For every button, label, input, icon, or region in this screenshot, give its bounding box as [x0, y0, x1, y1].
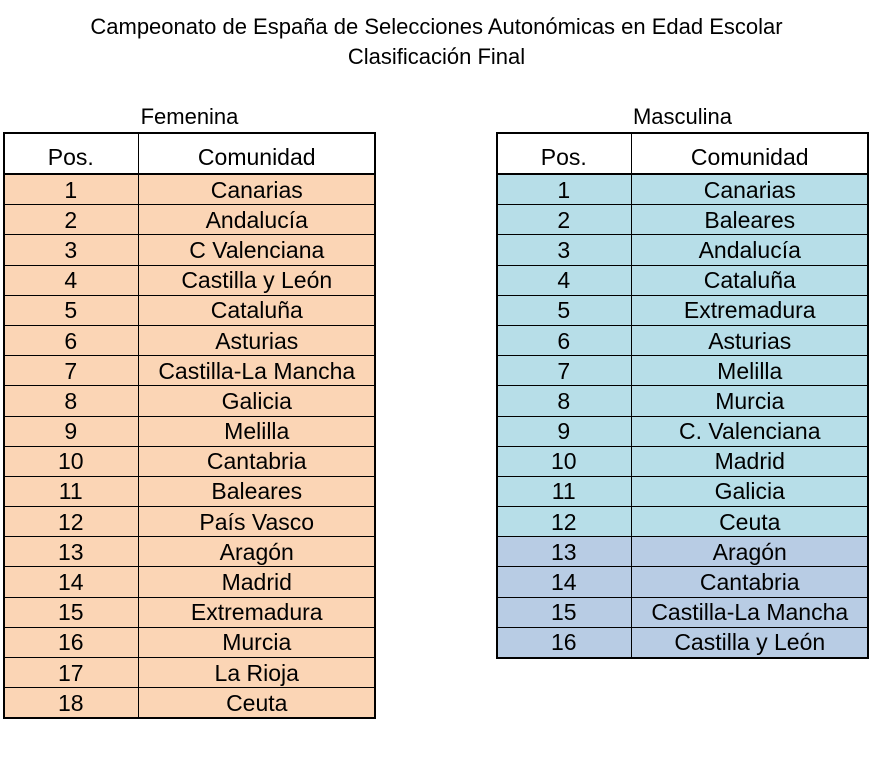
- position-cell: 11: [497, 476, 631, 506]
- position-cell: 1: [4, 174, 138, 205]
- position-cell: 7: [4, 356, 138, 386]
- header-comunidad: Comunidad: [631, 134, 868, 175]
- position-cell: 3: [4, 235, 138, 265]
- position-cell: 5: [4, 295, 138, 325]
- header-pos: Pos.: [4, 134, 138, 175]
- table-row: [497, 325, 868, 355]
- table-row: [4, 597, 375, 627]
- femenina-caption: Femenina: [140, 104, 239, 129]
- table-row: [4, 174, 375, 205]
- position-cell: 14: [4, 567, 138, 597]
- comunidad-cell: Ceuta: [631, 507, 868, 537]
- comunidad-cell: La Rioja: [138, 658, 375, 688]
- table-row: [497, 446, 868, 476]
- position-cell: 6: [4, 325, 138, 355]
- comunidad-cell: Cantabria: [631, 567, 868, 597]
- table-row: [4, 265, 375, 295]
- table-row: [4, 386, 375, 416]
- table-row: [497, 567, 868, 597]
- table-row: [4, 325, 375, 355]
- position-cell: 16: [497, 627, 631, 657]
- position-cell: 14: [497, 567, 631, 597]
- table-row: [497, 476, 868, 506]
- header-comunidad: Comunidad: [138, 134, 375, 175]
- position-cell: 9: [497, 416, 631, 446]
- position-cell: 13: [497, 537, 631, 567]
- comunidad-cell: Murcia: [631, 386, 868, 416]
- position-cell: 18: [4, 688, 138, 718]
- table-row: [4, 416, 375, 446]
- comunidad-cell: Melilla: [138, 416, 375, 446]
- comunidad-cell: Madrid: [138, 567, 375, 597]
- comunidad-cell: Castilla-La Mancha: [138, 356, 375, 386]
- table-row: [497, 265, 868, 295]
- position-cell: 15: [497, 597, 631, 627]
- comunidad-cell: Aragón: [631, 537, 868, 567]
- position-cell: 6: [497, 325, 631, 355]
- comunidad-cell: Cataluña: [631, 265, 868, 295]
- comunidad-cell: Canarias: [631, 174, 868, 205]
- table-row: [497, 356, 868, 386]
- table-row: [4, 507, 375, 537]
- position-cell: 9: [4, 416, 138, 446]
- comunidad-cell: C Valenciana: [138, 235, 375, 265]
- table-row: [497, 295, 868, 325]
- comunidad-cell: Castilla-La Mancha: [631, 597, 868, 627]
- position-cell: 1: [497, 174, 631, 205]
- comunidad-cell: Castilla y León: [631, 627, 868, 657]
- position-cell: 10: [4, 446, 138, 476]
- table-row: [4, 205, 375, 235]
- position-cell: 3: [497, 235, 631, 265]
- position-cell: 12: [4, 507, 138, 537]
- position-cell: 8: [497, 386, 631, 416]
- comunidad-cell: Cataluña: [138, 295, 375, 325]
- table-row: [4, 627, 375, 657]
- position-cell: 2: [4, 205, 138, 235]
- femenina-table: [4, 133, 375, 718]
- comunidad-cell: Castilla y León: [138, 265, 375, 295]
- comunidad-cell: Aragón: [138, 537, 375, 567]
- masculina-table: [497, 133, 868, 658]
- table-row: [4, 476, 375, 506]
- table-row: [4, 537, 375, 567]
- table-row: [497, 416, 868, 446]
- comunidad-cell: Canarias: [138, 174, 375, 205]
- header-pos: Pos.: [497, 134, 631, 175]
- position-cell: 4: [497, 265, 631, 295]
- table-row: [4, 356, 375, 386]
- comunidad-cell: Cantabria: [138, 446, 375, 476]
- comunidad-cell: Extremadura: [138, 597, 375, 627]
- position-cell: 11: [4, 476, 138, 506]
- femenina-header-row: [4, 134, 375, 175]
- comunidad-cell: Baleares: [631, 205, 868, 235]
- page-subtitle: Clasificación Final: [347, 44, 526, 69]
- table-row: [497, 235, 868, 265]
- comunidad-cell: Asturias: [631, 325, 868, 355]
- position-cell: 17: [4, 658, 138, 688]
- position-cell: 7: [497, 356, 631, 386]
- comunidad-cell: Asturias: [138, 325, 375, 355]
- comunidad-cell: Galicia: [631, 476, 868, 506]
- table-row: [497, 174, 868, 205]
- comunidad-cell: Melilla: [631, 356, 868, 386]
- comunidad-cell: Baleares: [138, 476, 375, 506]
- position-cell: 12: [497, 507, 631, 537]
- table-row: [497, 627, 868, 657]
- position-cell: 15: [4, 597, 138, 627]
- table-row: [4, 658, 375, 688]
- position-cell: 8: [4, 386, 138, 416]
- position-cell: 5: [497, 295, 631, 325]
- table-row: [497, 205, 868, 235]
- table-row: [4, 688, 375, 718]
- position-cell: 10: [497, 446, 631, 476]
- table-row: [4, 235, 375, 265]
- comunidad-cell: Madrid: [631, 446, 868, 476]
- comunidad-cell: Ceuta: [138, 688, 375, 718]
- table-row: [4, 446, 375, 476]
- table-row: [4, 567, 375, 597]
- table-row: [4, 295, 375, 325]
- comunidad-cell: Murcia: [138, 627, 375, 657]
- table-row: [497, 597, 868, 627]
- table-row: [497, 537, 868, 567]
- position-cell: 2: [497, 205, 631, 235]
- masculina-caption: Masculina: [632, 104, 733, 129]
- masculina-header-row: [497, 134, 868, 175]
- table-row: [497, 507, 868, 537]
- page-title: Campeonato de España de Selecciones Autonómicas en Edad Escolar: [90, 14, 783, 39]
- position-cell: 13: [4, 537, 138, 567]
- table-row: [497, 386, 868, 416]
- comunidad-cell: C. Valenciana: [631, 416, 868, 446]
- comunidad-cell: Extremadura: [631, 295, 868, 325]
- comunidad-cell: País Vasco: [138, 507, 375, 537]
- position-cell: 16: [4, 627, 138, 657]
- comunidad-cell: Andalucía: [631, 235, 868, 265]
- position-cell: 4: [4, 265, 138, 295]
- comunidad-cell: Galicia: [138, 386, 375, 416]
- comunidad-cell: Andalucía: [138, 205, 375, 235]
